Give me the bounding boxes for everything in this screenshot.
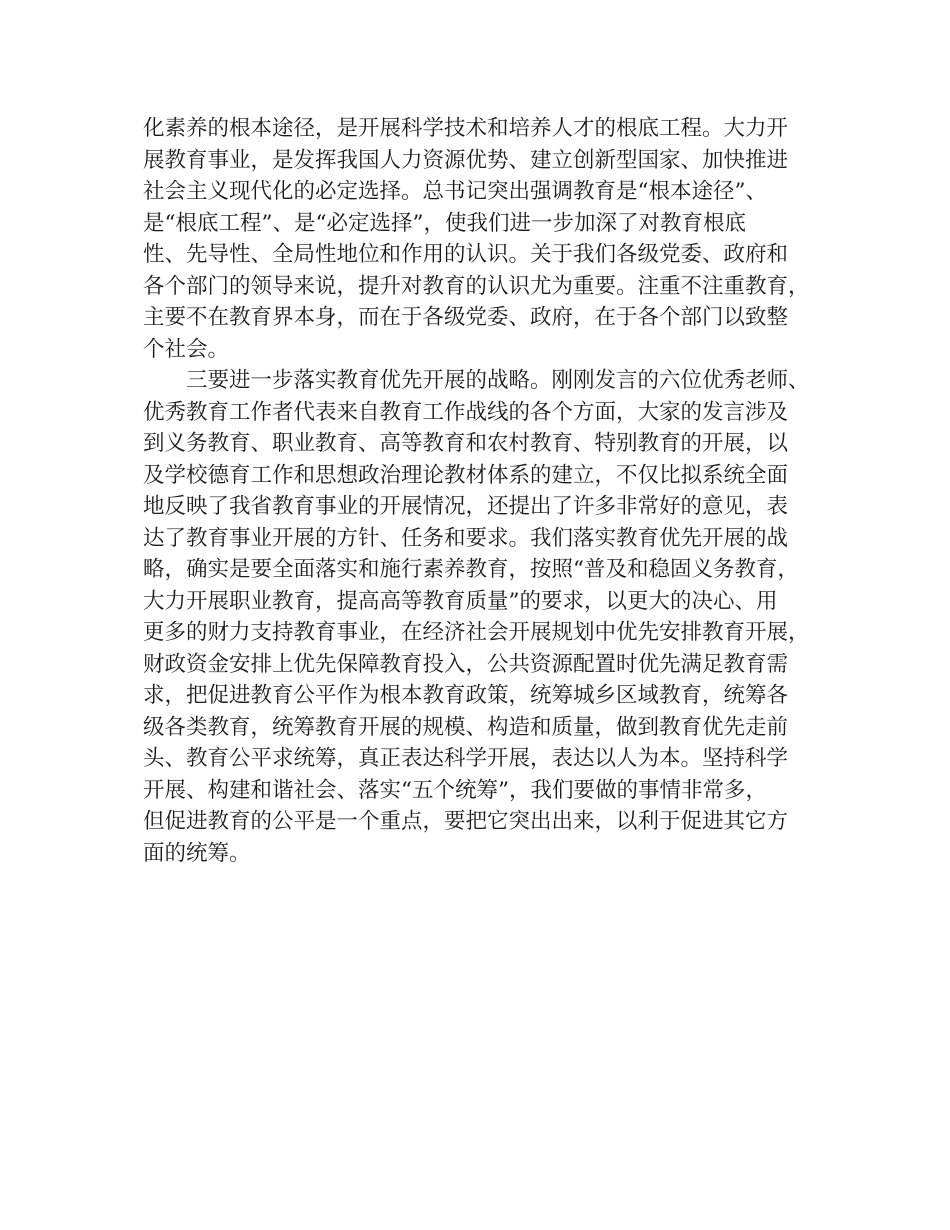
text-line: 是“根底工程”、是“必定选择”，使我们进一步加深了对教育根底 (143, 210, 746, 236)
text-line: 面的统筹。 (143, 840, 251, 866)
text-line: 个社会。 (143, 336, 230, 362)
text-line: 及学校德育工作和思想政治理论教材体系的建立，不仅比拟系统全面 (143, 462, 789, 488)
text-line: 主要不在教育界本身，而在于各级党委、政府，在于各个部门以致整 (143, 305, 789, 330)
text-line: 但促进教育的公平是一个重点，要把它突出出来，以利于促进其它方 (143, 809, 789, 834)
text-line: 略，确实是要全面落实和施行素养教育，按照“普及和稳固义务教育， (143, 557, 799, 582)
text-line: 优秀教育工作者代表来自教育工作战线的各个方面，大家的发言涉及 (143, 399, 789, 425)
text-line: 级各类教育，统筹教育开展的规模、构造和质量，做到教育优先走前 (143, 714, 789, 740)
text-line: 大力开展职业教育，提高高等教育质量”的要求，以更大的决心、用 (143, 588, 778, 614)
text-line: 展教育事业，是发挥我国人力资源优势、建立创新型国家、加快推进 (143, 147, 789, 173)
paragraph-2 (143, 365, 823, 869)
text-line: 到义务教育、职业教育、高等教育和农村教育、特别教育的开展，以 (143, 431, 789, 456)
text-line: 各个部门的领导来说，提升对教育的认识尤为重要。注重不注重教育， (143, 273, 810, 299)
text-line: 开展、构建和谐社会、落实“五个统筹”，我们要做的事情非常多， (143, 777, 767, 803)
paragraph-1 (143, 113, 823, 365)
text-line: 三要进一步落实教育优先开展的战略。刚刚发言的六位优秀老师、 (143, 368, 810, 393)
text-line: 化素养的根本途径，是开展科学技术和培养人才的根底工程。大力开 (143, 116, 789, 141)
text-line: 更多的财力支持教育事业，在经济社会开展规划中优先安排教育开展， (143, 620, 810, 645)
text-line: 求，把促进教育公平作为根本教育政策，统筹城乡区域教育，统筹各 (143, 683, 789, 708)
document-body (143, 113, 823, 869)
text-line: 达了教育事业开展的方针、任务和要求。我们落实教育优先开展的战 (143, 525, 789, 551)
text-line: 社会主义现代化的必定选择。总书记突出强调教育是“根本途径”、 (143, 179, 767, 204)
text-line: 性、先导性、全局性地位和作用的认识。关于我们各级党委、政府和 (143, 242, 789, 267)
text-line: 头、教育公平求统筹，真正表达科学开展，表达以人为本。坚持科学 (143, 746, 789, 771)
text-line: 地反映了我省教育事业的开展情况，还提出了许多非常好的意见，表 (143, 494, 789, 519)
text-line: 财政资金安排上优先保障教育投入，公共资源配置时优先满足教育需 (143, 651, 789, 677)
